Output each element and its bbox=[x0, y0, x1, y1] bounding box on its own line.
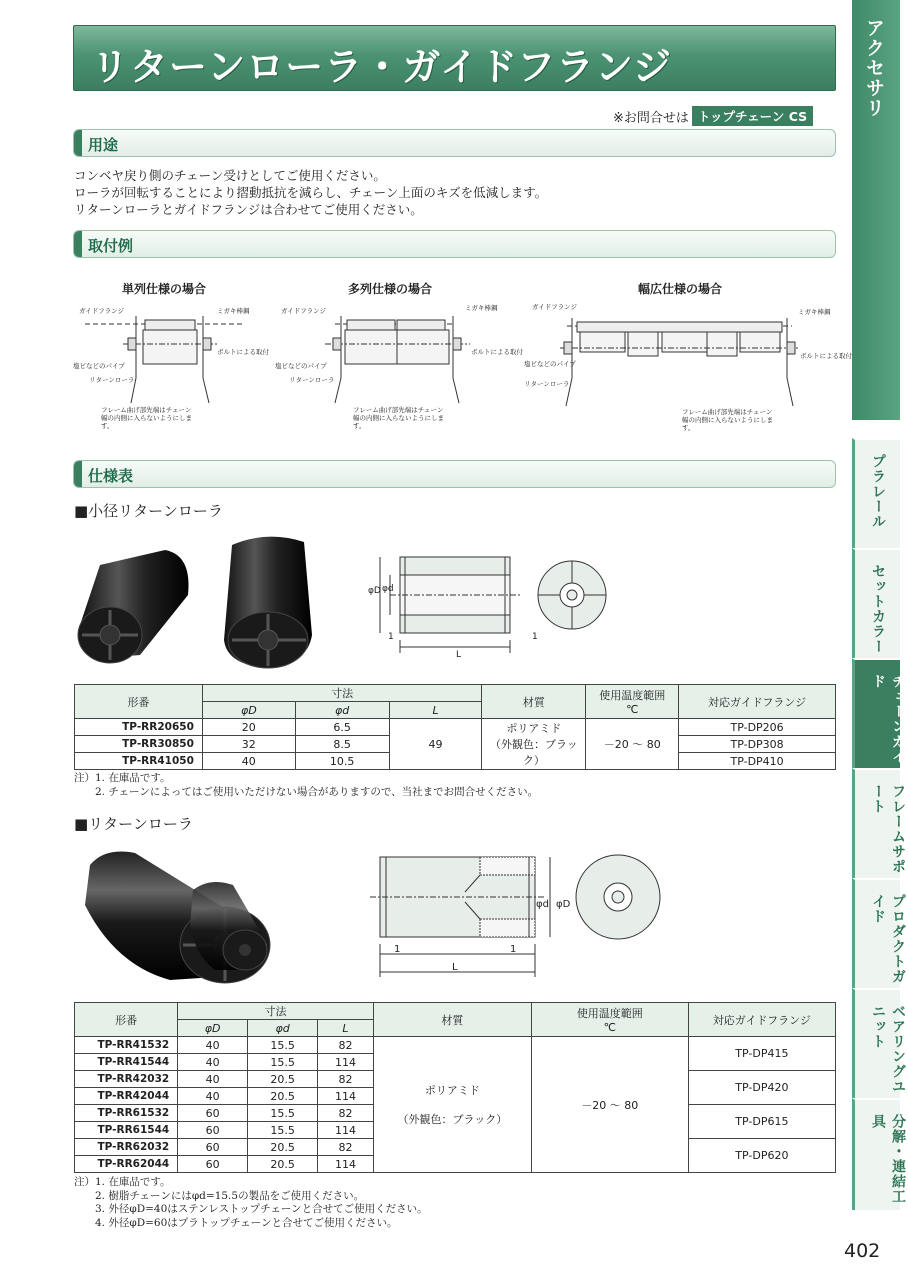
table-row: TP-RR62032 60 20.5 82 TP-DP620 bbox=[75, 1139, 836, 1156]
contact-line bbox=[613, 106, 813, 126]
usage-line: コンベヤ戻り側のチェーン受けとしてご使用ください。 bbox=[74, 168, 386, 183]
side-tab-accessories[interactable] bbox=[852, 0, 900, 420]
page-number: 402 bbox=[844, 1240, 881, 1262]
col-header-flange: 対応ガイドフランジ bbox=[688, 1003, 835, 1037]
label-frame-note: フレーム曲げ部先端はチェーン幅の内側に入らないようにします。 bbox=[101, 406, 192, 430]
example-title-wide: 幅広仕様の場合 bbox=[638, 282, 723, 296]
cell-material: ポリアミド （外観色：ブラック） bbox=[482, 719, 586, 770]
dim-label-1-right: 1 bbox=[510, 944, 517, 955]
col-header-L: L bbox=[318, 1020, 374, 1037]
mounting-diagram-wide bbox=[522, 298, 852, 443]
label-roller: リターンローラ bbox=[524, 380, 570, 388]
return-roller-table bbox=[74, 1002, 836, 1173]
col-header-d: φd bbox=[295, 702, 389, 719]
dim-label-d: φd bbox=[536, 899, 549, 910]
col-header-flange: 対応ガイドフランジ bbox=[679, 685, 836, 719]
side-tab-set-collar[interactable]: セットカラー bbox=[852, 548, 900, 658]
label-guide-flange: ガイドフランジ bbox=[281, 307, 326, 315]
cell-material: ポリアミド （外観色：ブラック） bbox=[373, 1037, 531, 1173]
usage-line: リターンローラとガイドフランジは合わせてご使用ください。 bbox=[74, 202, 423, 217]
table-row: TP-RR42032 40 20.5 82 TP-DP420 bbox=[75, 1071, 836, 1088]
table-row: TP-RR62044 60 20.5 114 bbox=[75, 1156, 836, 1173]
side-tab-plarail[interactable]: プラレール bbox=[852, 438, 900, 548]
side-tab-product-guide[interactable]: プロダクトガイド bbox=[852, 878, 900, 988]
cell-L: 49 bbox=[389, 719, 482, 770]
col-header-model: 形番 bbox=[75, 1003, 178, 1037]
section-title-spec: 仕様表 bbox=[88, 467, 134, 485]
note-line: 4. 外径φD=60はプラトップチェーンと合せてご使用ください。 bbox=[74, 1216, 398, 1229]
label-pipe: 塩ビなどのパイプ bbox=[73, 362, 125, 370]
note-line: 2. 樹脂チェーンにはφd=15.5の製品をご使用ください。 bbox=[74, 1189, 365, 1202]
section-header-spec bbox=[73, 460, 836, 488]
page-title: リターンローラ・ガイドフランジ bbox=[91, 45, 673, 89]
label-guide-flange: ガイドフランジ bbox=[79, 307, 124, 315]
subheading-small-roller: ■小径リターンローラ bbox=[74, 502, 223, 520]
col-header-material: 材質 bbox=[373, 1003, 531, 1037]
section-header-usage bbox=[73, 129, 836, 157]
col-header-d: φd bbox=[248, 1020, 318, 1037]
subheading-return-roller: ■リターンローラ bbox=[74, 815, 193, 833]
label-bolt: ボルトによる取付 bbox=[217, 348, 269, 356]
dim-label-d: φd bbox=[382, 584, 394, 594]
label-guide-flange: ガイドフランジ bbox=[532, 303, 577, 311]
mounting-diagram-multi bbox=[275, 298, 523, 438]
contact-prefix: ※お問合せは bbox=[613, 110, 689, 126]
label-bolt: ボルトによる取付 bbox=[800, 352, 852, 360]
label-pipe: 塩ビなどのパイプ bbox=[524, 360, 576, 368]
note-line: 2. チェーンによってはご使用いただけない場合がありますので、当社までお問合せください。 bbox=[74, 785, 539, 798]
side-tab-chain-guide[interactable]: チェーンガイド bbox=[852, 658, 900, 768]
side-tab-tools[interactable]: 分解・連結工具 bbox=[852, 1098, 900, 1210]
table-row: TP-RR41532 40 15.5 82 ポリアミド （外観色：ブラック） －20 ～ 80 TP-DP415 bbox=[75, 1037, 836, 1054]
small-roller-notes bbox=[74, 772, 538, 799]
mounting-diagram-single bbox=[73, 298, 269, 438]
table-row: TP-RR41050 40 10.5 TP-DP410 bbox=[75, 753, 836, 770]
dim-label-1-right: 1 bbox=[532, 632, 538, 642]
side-tab-bearing-unit[interactable]: ベアリングユニット bbox=[852, 988, 900, 1098]
note-line: 注）1. 在庫品です。 bbox=[74, 1176, 171, 1188]
section-title-usage: 用途 bbox=[88, 136, 119, 154]
label-frame-note: フレーム曲げ部先端はチェーン幅の内側に入らないようにします。 bbox=[353, 406, 444, 430]
col-header-temp: 使用温度範囲 ℃ bbox=[586, 685, 679, 719]
col-header-size: 寸法 bbox=[178, 1003, 374, 1020]
return-roller-notes bbox=[74, 1176, 428, 1230]
dim-label-D: φD bbox=[368, 586, 381, 596]
dim-label-L: L bbox=[456, 650, 462, 660]
title-banner bbox=[73, 25, 836, 91]
table-row: TP-RR61544 60 15.5 114 bbox=[75, 1122, 836, 1139]
cell-temp: －20 ～ 80 bbox=[531, 1037, 688, 1173]
table-row: TP-RR30850 32 8.5 TP-DP308 bbox=[75, 736, 836, 753]
example-title-single: 単列仕様の場合 bbox=[122, 282, 207, 296]
section-header-mounting bbox=[73, 230, 836, 258]
small-roller-table bbox=[74, 684, 836, 770]
small-roller-photo-1 bbox=[70, 535, 200, 670]
example-title-multi: 多列仕様の場合 bbox=[348, 282, 433, 296]
dim-label-1-left: 1 bbox=[394, 944, 401, 955]
col-header-model: 形番 bbox=[75, 685, 203, 719]
table-row: TP-RR20650 20 6.5 49 ポリアミド （外観色：ブラック） －20 ～ 80 TP-DP206 bbox=[75, 719, 836, 736]
table-row: TP-RR61532 60 15.5 82 TP-DP615 bbox=[75, 1105, 836, 1122]
small-roller-photo-2 bbox=[212, 530, 327, 675]
label-bolt: ボルトによる取付 bbox=[471, 348, 523, 356]
label-bar: ミガキ棒鋼 bbox=[798, 308, 831, 316]
dim-label-D: φD bbox=[556, 899, 571, 910]
note-line: 3. 外径φD=40はステンレストップチェーンと合せてご使用ください。 bbox=[74, 1203, 428, 1215]
label-frame-note: フレーム曲げ部先端はチェーン幅の内側に入らないようにします。 bbox=[682, 408, 773, 432]
contact-dept-badge: トップチェーン CS bbox=[692, 106, 813, 126]
col-header-L: L bbox=[389, 702, 482, 719]
usage-text bbox=[74, 167, 547, 218]
label-roller: リターンローラ bbox=[89, 376, 135, 384]
table-row: TP-RR42044 40 20.5 114 bbox=[75, 1088, 836, 1105]
col-header-material: 材質 bbox=[482, 685, 586, 719]
col-header-temp: 使用温度範囲 ℃ bbox=[531, 1003, 688, 1037]
usage-line: ローラが回転することにより摺動抵抗を減らし、チェーン上面のキズを低減します。 bbox=[74, 185, 548, 200]
cell-temp: －20 ～ 80 bbox=[586, 719, 679, 770]
dim-label-L: L bbox=[452, 962, 458, 973]
note-line: 注）1. 在庫品です。 bbox=[74, 772, 171, 784]
label-roller: リターンローラ bbox=[289, 376, 335, 384]
side-tab-frame-support[interactable]: フレームサポート bbox=[852, 768, 900, 878]
table-row: TP-RR41544 40 15.5 114 bbox=[75, 1054, 836, 1071]
side-tab-label: アクセサリ bbox=[863, 18, 885, 118]
label-bar: ミガキ棒鋼 bbox=[217, 307, 250, 315]
col-header-D: φD bbox=[178, 1020, 248, 1037]
col-header-size: 寸法 bbox=[202, 685, 482, 702]
small-roller-drawing bbox=[360, 545, 610, 660]
section-title-mounting: 取付例 bbox=[88, 237, 134, 255]
col-header-D: φD bbox=[202, 702, 295, 719]
return-roller-drawing bbox=[360, 852, 620, 982]
label-pipe: 塩ビなどのパイプ bbox=[275, 362, 327, 370]
return-roller-photo bbox=[75, 845, 280, 985]
label-bar: ミガキ棒鋼 bbox=[465, 304, 498, 312]
dim-label-1-left: 1 bbox=[388, 632, 394, 642]
